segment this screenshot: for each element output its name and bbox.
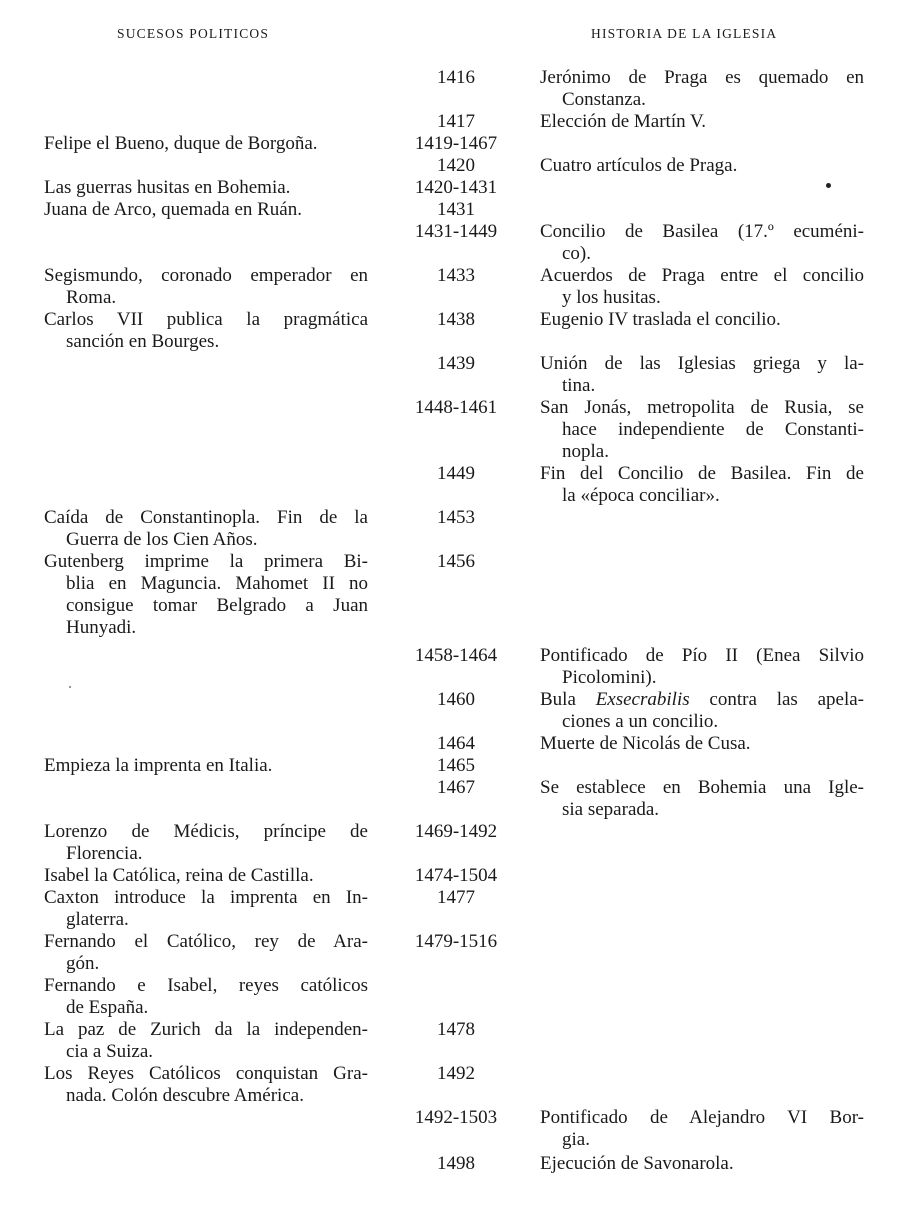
chronology-row [0, 507, 900, 550]
entry-line: Isabel la Católica, reina de Castilla. [44, 865, 314, 886]
entry-line: Los Reyes Católicos conquistan Gra- [44, 1063, 368, 1084]
entry-line: Segismundo, coronado emperador en [44, 265, 368, 286]
entry-line: Se establece en Bohemia una Igle- [540, 777, 864, 798]
entry-line: Jerónimo de Praga es quemado en [540, 67, 864, 88]
entry-line: Elección de Martín V. [540, 111, 707, 132]
event-date: 1431 [437, 199, 475, 220]
event-date: 1453 [437, 507, 475, 528]
chronology-row [0, 133, 900, 155]
entry-line: San Jonás, metropolita de Rusia, se [540, 397, 864, 418]
event-date: 1456 [437, 551, 475, 572]
church-event [540, 463, 864, 507]
entry-text: contra las apela- [709, 689, 864, 710]
entry-line: Unión de las Iglesias griega y la- [540, 353, 864, 374]
political-event [44, 265, 368, 309]
entry-line: Fin del Concilio de Basilea. Fin de [540, 463, 864, 484]
political-event [44, 887, 368, 931]
political-event [44, 199, 368, 221]
ink-speck [69, 686, 71, 688]
event-date: 1439 [437, 353, 475, 374]
event-date: 1465 [437, 755, 475, 776]
event-date: 1492-1503 [414, 1107, 498, 1128]
entry-line: de España. [66, 997, 149, 1018]
event-date: 1420-1431 [414, 177, 498, 198]
event-date: 1474-1504 [414, 865, 498, 886]
entry-line: Acuerdos de Praga entre el concilio [540, 265, 864, 286]
political-event [44, 1063, 368, 1107]
entry-line: Fernando el Católico, rey de Ara- [44, 931, 368, 952]
chronology-row [0, 353, 900, 396]
entry-line: Roma. [66, 287, 117, 308]
entry-line: Juana de Arco, quemada en Ruán. [44, 199, 302, 220]
political-event [44, 309, 368, 353]
entry-line: Concilio de Basilea (17.º ecuméni- [540, 221, 864, 242]
event-date: 1477 [437, 887, 475, 908]
entry-line: la «época conciliar». [562, 485, 720, 506]
chronology-row [0, 689, 900, 732]
political-event [44, 133, 368, 155]
entry-line: Las guerras husitas en Bohemia. [44, 177, 291, 198]
entry-line: Florencia. [66, 843, 143, 864]
chronology-row [0, 777, 900, 820]
entry-line: hace independiente de Constanti- [562, 419, 864, 440]
entry-line: Pontificado de Alejandro VI Bor- [540, 1107, 864, 1128]
event-date: 1416 [437, 67, 475, 88]
entry-text: Bula [540, 689, 576, 710]
church-event [540, 309, 864, 331]
entry-line: Caxton introduce la imprenta en In- [44, 887, 368, 908]
entry-line: Cuatro artículos de Praga. [540, 155, 738, 176]
entry-line: Fernando e Isabel, reyes católicos [44, 975, 368, 996]
event-date: 1464 [437, 733, 475, 754]
entry-line: Guerra de los Cien Años. [66, 529, 258, 550]
entry-line: Empieza la imprenta en Italia. [44, 755, 273, 776]
event-date: 1469-1492 [414, 821, 498, 842]
event-date: 1498 [437, 1153, 475, 1174]
chronology-row [0, 1107, 900, 1150]
entry-line: Picolomini). [562, 667, 657, 688]
event-date: 1431-1449 [414, 221, 498, 242]
chronology-row [0, 177, 900, 199]
entry-line: ciones a un concilio. [562, 711, 719, 732]
event-date: 1460 [437, 689, 475, 710]
chronology-row [0, 1063, 900, 1106]
event-date: 1478 [437, 1019, 475, 1040]
event-date: 1417 [437, 111, 475, 132]
event-date: 1448-1461 [414, 397, 498, 418]
church-event [540, 777, 864, 821]
entry-line: sanción en Bourges. [66, 331, 220, 352]
political-event [44, 551, 368, 639]
header-political-events: SUCESOS POLITICOS [117, 26, 270, 41]
church-event [540, 265, 864, 309]
chronology-row [0, 865, 900, 887]
entry-line: Carlos VII publica la pragmática [44, 309, 368, 330]
church-event [540, 733, 864, 755]
church-event [540, 221, 864, 265]
church-event [540, 1107, 864, 1151]
church-event [540, 645, 864, 689]
entry-line: Gutenberg imprime la primera Bi- [44, 551, 368, 572]
entry-line: co). [562, 243, 592, 264]
event-date: 1419-1467 [414, 133, 498, 154]
chronology-row [0, 1019, 900, 1062]
political-event [44, 821, 368, 865]
chronology-row [0, 111, 900, 133]
chronology-row [0, 755, 900, 777]
entry-line: y los husitas. [562, 287, 661, 308]
chronology-row [0, 397, 900, 462]
entry-line: Ejecución de Savonarola. [540, 1153, 734, 1174]
event-date: 1458-1464 [414, 645, 498, 666]
entry-line: gia. [562, 1129, 590, 1150]
ink-speck [826, 183, 831, 188]
political-event [44, 1019, 368, 1063]
entry-line: blia en Maguncia. Mahomet II no [66, 573, 368, 594]
entry-line: sia separada. [562, 799, 660, 820]
event-date: 1467 [437, 777, 475, 798]
entry-line: Caída de Constantinopla. Fin de la [44, 507, 368, 528]
entry-line: tina. [562, 375, 596, 396]
entry-line: Eugenio IV traslada el concilio. [540, 309, 781, 330]
chronology-row [0, 975, 900, 1018]
entry-line: La paz de Zurich da la independen- [44, 1019, 368, 1040]
chronology-row [0, 67, 900, 110]
chronology-row [0, 155, 900, 177]
entry-line: nada. Colón descubre América. [66, 1085, 304, 1106]
political-event [44, 931, 368, 975]
chronology-row [0, 1153, 900, 1175]
chronology-row [0, 733, 900, 755]
church-event [540, 67, 864, 111]
church-event [540, 397, 864, 463]
political-event [44, 507, 368, 551]
church-event [540, 1153, 864, 1175]
entry-line: Felipe el Bueno, duque de Borgoña. [44, 133, 318, 154]
political-event [44, 865, 368, 887]
entry-line: cia a Suiza. [66, 1041, 154, 1062]
chronology-row [0, 221, 900, 264]
church-event [540, 353, 864, 397]
entry-line: Lorenzo de Médicis, príncipe de [44, 821, 368, 842]
political-event [44, 177, 368, 199]
entry-line [540, 689, 864, 711]
entry-line: Pontificado de Pío II (Enea Silvio [540, 645, 864, 666]
political-event [44, 975, 368, 1019]
entry-line: Constanza. [562, 89, 646, 110]
entry-line: Muerte de Nicolás de Cusa. [540, 733, 751, 754]
chronology-row [0, 199, 900, 221]
chronology-row [0, 309, 900, 352]
chronology-row [0, 265, 900, 308]
event-date: 1420 [437, 155, 475, 176]
entry-line: consigue tomar Belgrado a Juan [66, 595, 368, 616]
entry-line: gón. [66, 953, 100, 974]
entry-line: nopla. [562, 441, 609, 462]
chronology-row [0, 931, 900, 974]
church-event [540, 689, 864, 733]
church-event [540, 155, 864, 177]
event-date: 1479-1516 [414, 931, 498, 952]
entry-line: Hunyadi. [66, 617, 137, 638]
chronology-row [0, 887, 900, 930]
chronology-row [0, 463, 900, 506]
chronology-row [0, 645, 900, 688]
church-event [540, 111, 864, 133]
entry-line: glaterra. [66, 909, 129, 930]
chronology-row [0, 551, 900, 638]
event-date: 1449 [437, 463, 475, 484]
event-date: 1438 [437, 309, 475, 330]
political-event [44, 755, 368, 777]
event-date: 1433 [437, 265, 475, 286]
header-church-history: HISTORIA DE LA IGLESIA [591, 26, 778, 41]
event-date: 1492 [437, 1063, 475, 1084]
bull-title: Exsecrabilis [595, 689, 690, 710]
chronology-row [0, 821, 900, 864]
